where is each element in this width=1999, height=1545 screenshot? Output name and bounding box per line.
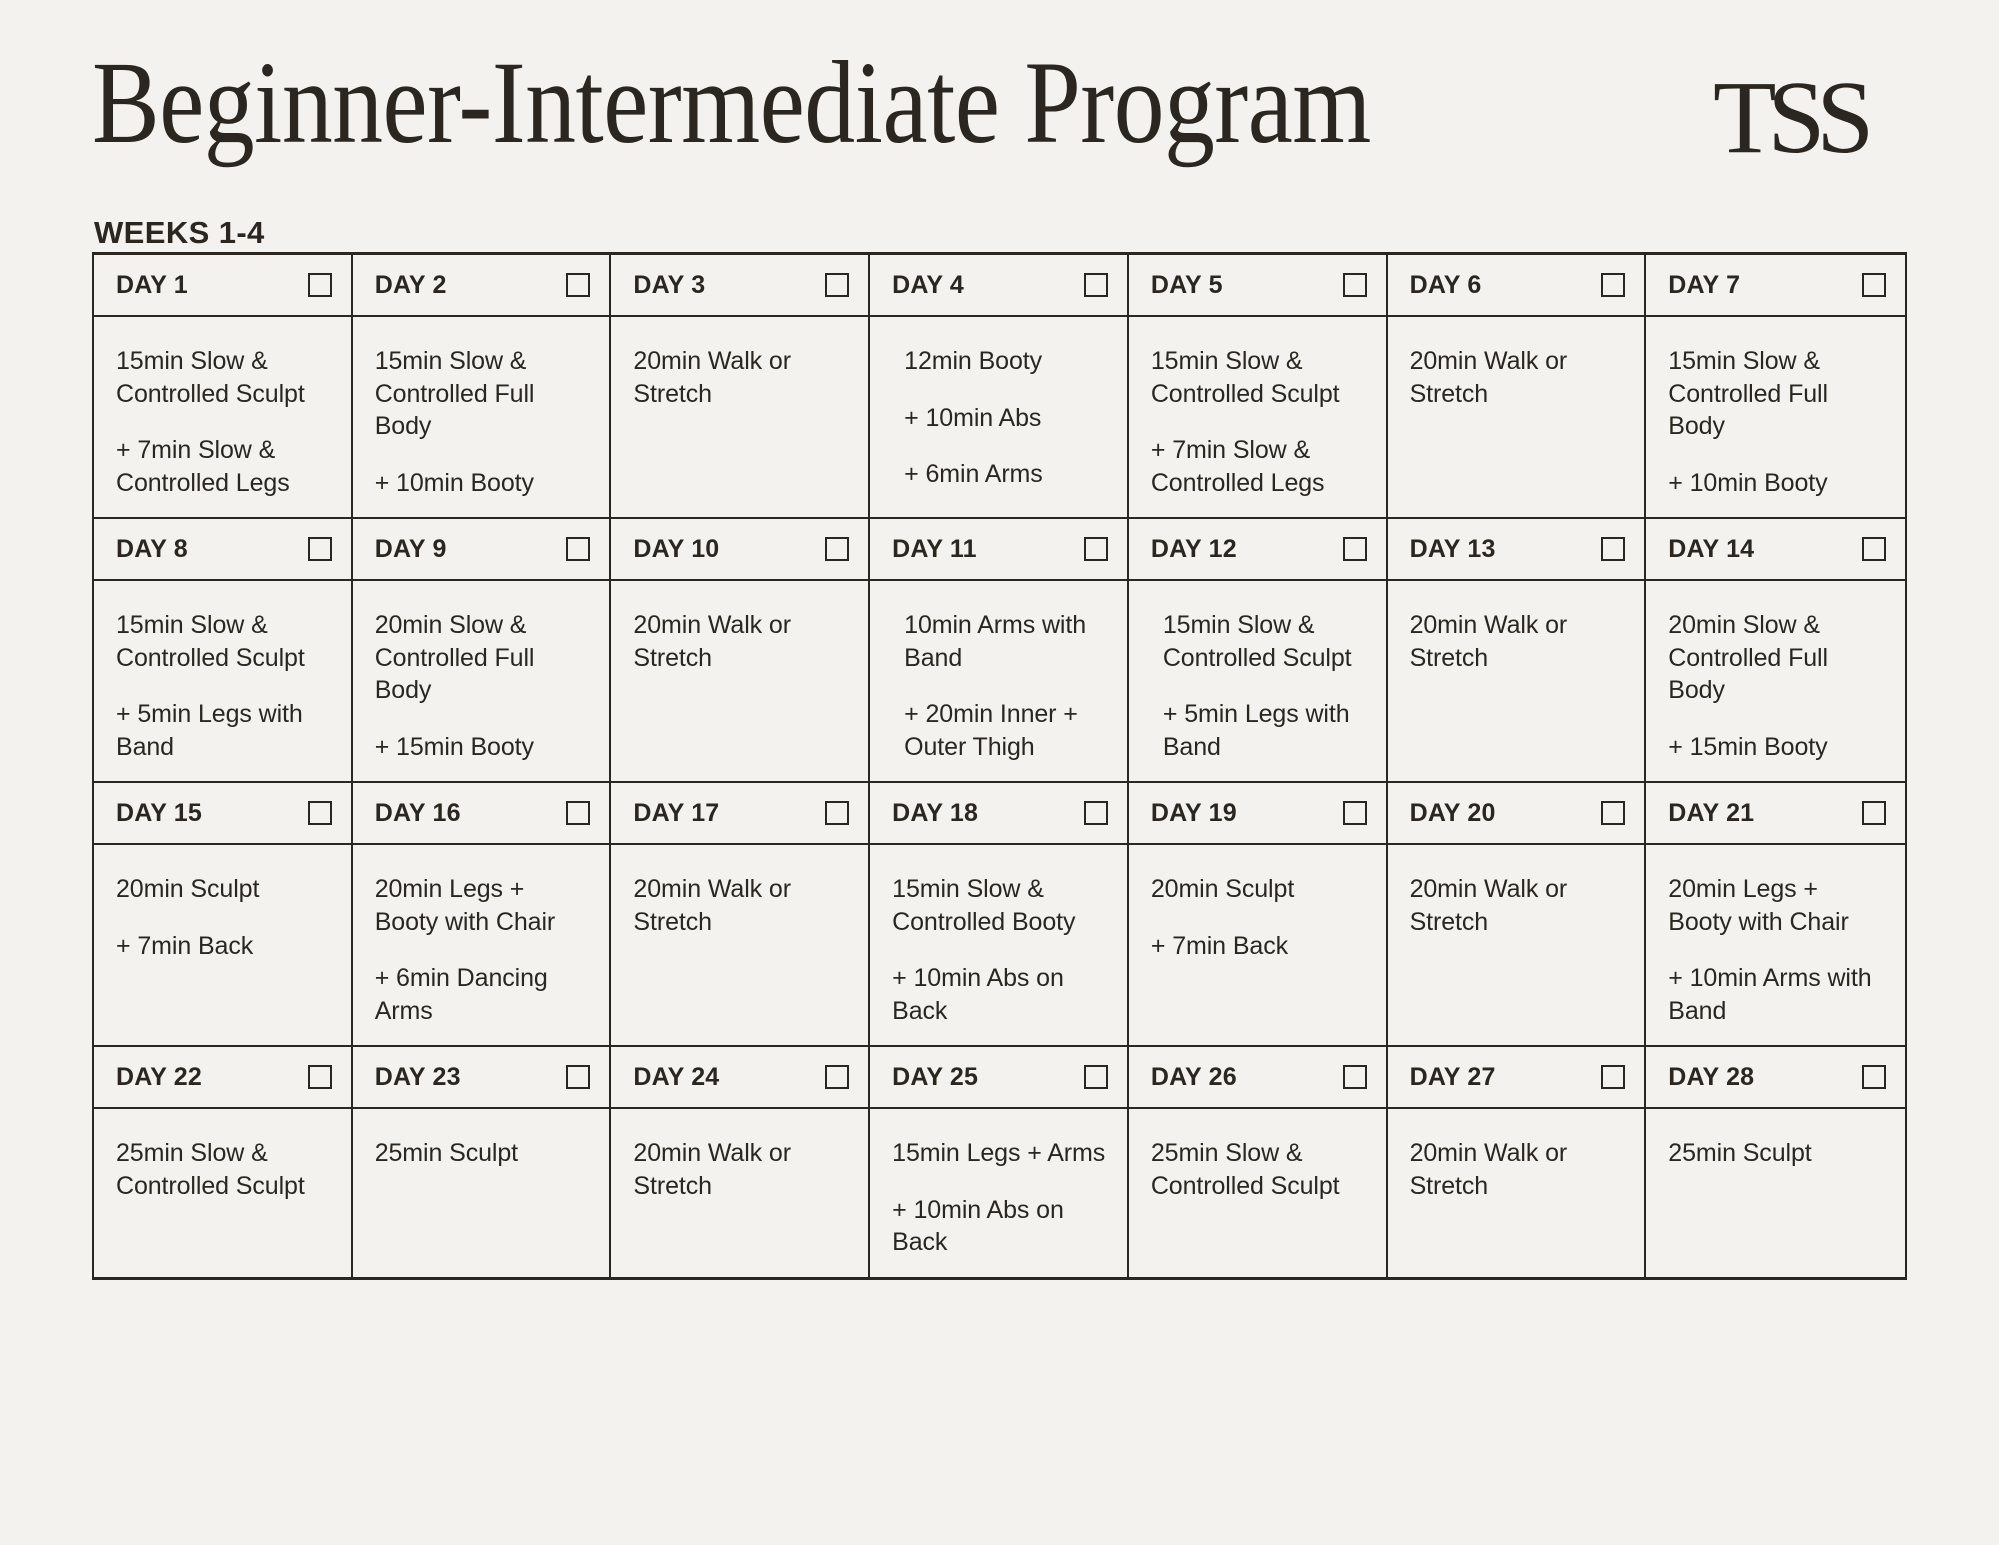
day-header [94, 255, 351, 317]
workout-line: + 10min Booty [1668, 468, 1828, 497]
workout-line: + 10min Arms with Band [1668, 964, 1872, 1025]
day-header [1129, 519, 1386, 581]
day-cell [1388, 255, 1647, 517]
day-complete-checkbox[interactable] [1343, 801, 1367, 825]
workout-line: 20min Slow & Controlled Full Body [374, 611, 535, 704]
day-workout-list [1388, 845, 1645, 1045]
svg-text:TSS: TSS [1713, 60, 1866, 172]
workout-line: 25min Slow & Controlled Sculpt [1150, 1139, 1340, 1200]
day-header [870, 783, 1127, 845]
day-label: DAY 20 [1409, 798, 1496, 827]
workout-line: 20min Sculpt [116, 875, 260, 903]
workout-line: 20min Walk or Stretch [633, 875, 791, 936]
program-calendar [92, 252, 1907, 1280]
day-header [1646, 1047, 1905, 1109]
workout-line: + 6min Arms [904, 460, 1043, 488]
day-header [870, 1047, 1127, 1109]
day-cell [1129, 255, 1388, 517]
day-complete-checkbox[interactable] [825, 273, 849, 297]
day-complete-checkbox[interactable] [1862, 273, 1886, 297]
day-label: DAY 15 [116, 798, 202, 827]
day-label: DAY 19 [1150, 798, 1237, 827]
workout-line: 25min Slow & Controlled Sculpt [116, 1139, 305, 1200]
workout-line: 10min Arms with Band [904, 611, 1087, 672]
workout-line: 15min Slow & Controlled Sculpt [1162, 611, 1352, 672]
day-complete-checkbox[interactable] [1343, 273, 1367, 297]
day-complete-checkbox[interactable] [1084, 1065, 1108, 1089]
day-cell [1646, 255, 1905, 517]
day-header [611, 1047, 868, 1109]
day-header [870, 255, 1127, 317]
day-workout-list [870, 317, 1127, 517]
day-workout-list [1129, 317, 1386, 517]
day-workout-list [1388, 1109, 1645, 1277]
workout-line: 15min Slow & Controlled Sculpt [1150, 347, 1340, 408]
workout-line: 15min Slow & Controlled Sculpt [116, 611, 305, 672]
day-cell [870, 1045, 1129, 1277]
day-header [1129, 783, 1386, 845]
day-cell [611, 781, 870, 1045]
day-cell [353, 255, 612, 517]
day-cell [1129, 517, 1388, 781]
day-cell [611, 517, 870, 781]
day-label: DAY 18 [892, 798, 979, 827]
day-cell [1129, 1045, 1388, 1277]
day-complete-checkbox[interactable] [308, 537, 332, 561]
day-header [611, 783, 868, 845]
day-cell [611, 1045, 870, 1277]
day-header [1129, 255, 1386, 317]
day-label: DAY 23 [374, 1062, 461, 1091]
day-label: DAY 16 [374, 798, 461, 827]
day-workout-list [870, 581, 1127, 781]
day-complete-checkbox[interactable] [1084, 801, 1108, 825]
day-header [611, 255, 868, 317]
workout-line: + 10min Abs [904, 403, 1042, 432]
day-cell [353, 517, 612, 781]
week-row [94, 1045, 1905, 1277]
day-complete-checkbox[interactable] [566, 273, 590, 297]
day-header [870, 519, 1127, 581]
workout-line: 15min Slow & Controlled Full Body [374, 347, 535, 440]
week-row [94, 255, 1905, 517]
page-title: Beginner-Intermediate Program [92, 37, 1371, 168]
day-label: DAY 5 [1150, 270, 1223, 299]
day-workout-list [1646, 317, 1905, 517]
day-complete-checkbox[interactable] [1084, 273, 1108, 297]
day-workout-list [611, 581, 868, 781]
day-workout-list [1129, 581, 1386, 781]
day-label: DAY 8 [116, 534, 188, 563]
week-row [94, 781, 1905, 1045]
workout-line: + 7min Slow & Controlled Legs [116, 436, 290, 497]
page-header [92, 0, 1907, 252]
workout-line: 15min Slow & Controlled Full Body [1668, 347, 1828, 440]
day-label: DAY 25 [892, 1062, 979, 1091]
day-complete-checkbox[interactable] [1862, 1065, 1886, 1089]
day-cell [1388, 781, 1647, 1045]
workout-line: 20min Walk or Stretch [1409, 1139, 1568, 1200]
day-label: DAY 24 [633, 1062, 720, 1091]
day-workout-list [353, 1109, 610, 1277]
day-complete-checkbox[interactable] [1343, 537, 1367, 561]
day-complete-checkbox[interactable] [825, 801, 849, 825]
day-workout-list [94, 1109, 351, 1277]
workout-line: 20min Walk or Stretch [1409, 611, 1568, 672]
day-workout-list [1388, 581, 1645, 781]
day-workout-list [611, 317, 868, 517]
day-label: DAY 10 [633, 534, 720, 563]
day-workout-list [94, 581, 351, 781]
day-complete-checkbox[interactable] [566, 801, 590, 825]
day-label: DAY 12 [1150, 534, 1237, 563]
day-cell [94, 255, 353, 517]
day-label: DAY 26 [1150, 1062, 1237, 1091]
workout-line: 15min Slow & Controlled Sculpt [116, 347, 305, 408]
day-workout-list [94, 317, 351, 517]
workout-line: + 5min Legs with Band [116, 700, 303, 761]
day-complete-checkbox[interactable] [1084, 537, 1108, 561]
day-label: DAY 2 [374, 270, 447, 299]
day-workout-list [870, 845, 1127, 1045]
day-workout-list [611, 845, 868, 1045]
day-complete-checkbox[interactable] [308, 273, 332, 297]
day-complete-checkbox[interactable] [1343, 1065, 1367, 1089]
day-complete-checkbox[interactable] [1601, 801, 1625, 825]
day-header [353, 1047, 610, 1109]
day-label: DAY 7 [1668, 270, 1741, 299]
day-header [611, 519, 868, 581]
workout-line: + 7min Back [116, 931, 254, 960]
day-header [1646, 255, 1905, 317]
day-label: DAY 21 [1668, 798, 1755, 827]
workout-line: 25min Sculpt [374, 1139, 519, 1167]
day-header [1388, 255, 1645, 317]
day-label: DAY 17 [633, 798, 720, 827]
day-complete-checkbox[interactable] [825, 1065, 849, 1089]
workout-line: + 10min Booty [374, 468, 534, 497]
workout-line: 20min Walk or Stretch [633, 347, 791, 408]
day-cell [1646, 781, 1905, 1045]
workout-line: + 15min Booty [374, 732, 534, 761]
day-complete-checkbox[interactable] [1601, 537, 1625, 561]
day-label: DAY 1 [116, 270, 188, 299]
day-workout-list [1646, 581, 1905, 781]
workout-line: 20min Walk or Stretch [633, 611, 791, 672]
day-complete-checkbox[interactable] [566, 1065, 590, 1089]
day-label: DAY 9 [374, 534, 447, 563]
day-workout-list [1129, 1109, 1386, 1277]
day-header [94, 783, 351, 845]
workout-line: 12min Booty [904, 347, 1043, 375]
workout-line: 25min Sculpt [1668, 1139, 1812, 1167]
day-cell [870, 255, 1129, 517]
day-header [1129, 1047, 1386, 1109]
day-workout-list [94, 845, 351, 1045]
day-label: DAY 27 [1409, 1062, 1496, 1091]
day-label: DAY 14 [1668, 534, 1755, 563]
day-workout-list [1646, 1109, 1905, 1277]
day-header [353, 783, 610, 845]
day-workout-list [1388, 317, 1645, 517]
day-label: DAY 28 [1668, 1062, 1755, 1091]
workout-line: 20min Walk or Stretch [1409, 347, 1568, 408]
workout-line: + 5min Legs with Band [1162, 700, 1350, 761]
day-label: DAY 3 [633, 270, 706, 299]
day-cell [870, 781, 1129, 1045]
weeks-subtitle: WEEKS 1-4 [94, 215, 265, 250]
day-header [1388, 519, 1645, 581]
day-cell [94, 1045, 353, 1277]
day-header [1388, 1047, 1645, 1109]
day-workout-list [611, 1109, 868, 1277]
day-complete-checkbox[interactable] [1601, 1065, 1625, 1089]
workout-line: 20min Slow & Controlled Full Body [1668, 611, 1828, 704]
day-header [94, 1047, 351, 1109]
day-label: DAY 13 [1409, 534, 1496, 563]
workout-line: 20min Walk or Stretch [633, 1139, 791, 1200]
day-workout-list [1646, 845, 1905, 1045]
day-header [353, 519, 610, 581]
day-workout-list [353, 581, 610, 781]
day-header [94, 519, 351, 581]
day-cell [94, 517, 353, 781]
day-workout-list [353, 845, 610, 1045]
day-label: DAY 6 [1409, 270, 1482, 299]
day-cell [353, 1045, 612, 1277]
day-label: DAY 11 [892, 534, 977, 563]
day-cell [1388, 1045, 1647, 1277]
workout-line: 20min Sculpt [1150, 875, 1295, 903]
day-cell [1129, 781, 1388, 1045]
day-label: DAY 4 [892, 270, 965, 299]
day-complete-checkbox[interactable] [1601, 273, 1625, 297]
day-cell [94, 781, 353, 1045]
workout-line: + 7min Slow & Controlled Legs [1150, 436, 1325, 497]
day-workout-list [870, 1109, 1127, 1277]
tss-logo [1711, 60, 1901, 170]
workout-line: 15min Legs + Arms [892, 1139, 1106, 1167]
workout-line: + 10min Abs on Back [892, 1195, 1064, 1256]
day-header [353, 255, 610, 317]
day-workout-list [1129, 845, 1386, 1045]
day-cell [611, 255, 870, 517]
workout-line: 20min Legs + Booty with Chair [374, 875, 556, 936]
day-complete-checkbox[interactable] [1862, 801, 1886, 825]
day-workout-list [353, 317, 610, 517]
day-complete-checkbox[interactable] [825, 537, 849, 561]
workout-line: + 20min Inner + Outer Thigh [904, 700, 1078, 761]
day-complete-checkbox[interactable] [1862, 537, 1886, 561]
workout-line: 20min Legs + Booty with Chair [1668, 875, 1849, 936]
workout-line: + 6min Dancing Arms [374, 964, 548, 1025]
day-header [1646, 783, 1905, 845]
day-cell [870, 517, 1129, 781]
workout-line: + 15min Booty [1668, 732, 1828, 761]
day-header [1388, 783, 1645, 845]
day-cell [353, 781, 612, 1045]
day-complete-checkbox[interactable] [566, 537, 590, 561]
day-cell [1646, 1045, 1905, 1277]
workout-line: + 7min Back [1150, 931, 1289, 960]
workout-line: + 10min Abs on Back [892, 964, 1064, 1025]
day-complete-checkbox[interactable] [308, 801, 332, 825]
day-complete-checkbox[interactable] [308, 1065, 332, 1089]
day-header [1646, 519, 1905, 581]
day-label: DAY 22 [116, 1062, 202, 1091]
workout-line: 15min Slow & Controlled Booty [892, 875, 1076, 936]
workout-line: 20min Walk or Stretch [1409, 875, 1568, 936]
week-row [94, 517, 1905, 781]
day-cell [1388, 517, 1647, 781]
day-cell [1646, 517, 1905, 781]
